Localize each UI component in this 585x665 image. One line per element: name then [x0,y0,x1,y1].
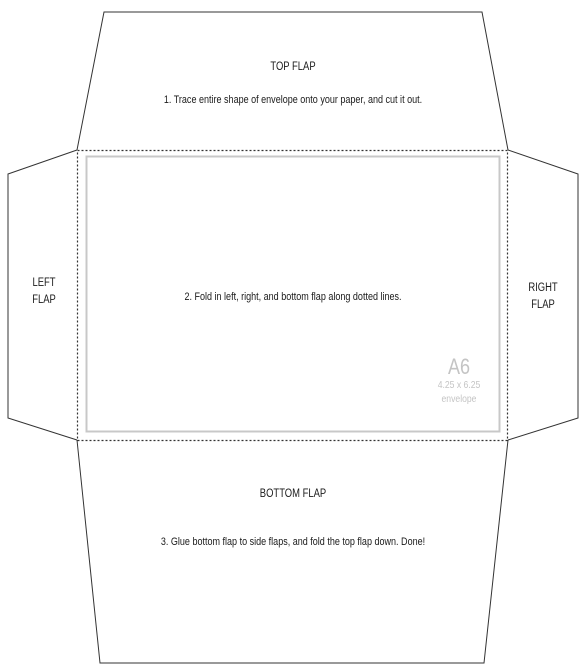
right-flap-label-line1: RIGHT [528,282,558,294]
bottom-flap-outline [77,440,508,663]
envelope-size-kind: envelope [441,393,477,405]
left-flap-label [28,275,61,309]
center-instruction: 2. Fold in left, right, and bottom flap along dotted lines. [184,291,402,303]
right-flap-label-line2: FLAP [531,299,555,311]
right-flap-label [525,280,561,314]
left-flap-label-line2: FLAP [32,294,56,306]
envelope-size-name: A6 [447,354,471,379]
top-flap-title: TOP FLAP [270,61,316,73]
top-flap-outline [77,12,508,150]
left-flap-label-line1: LEFT [32,277,56,289]
top-flap-instruction: 1. Trace entire shape of envelope onto your paper, and cut it out. [163,94,423,106]
bottom-flap-title: BOTTOM FLAP [259,488,327,500]
envelope-size-dimensions: 4.25 x 6.25 [437,379,481,391]
bottom-flap-instruction: 3. Glue bottom flap to side flaps, and fold the top flap down. Done! [160,536,426,548]
envelope-size-info [419,356,499,406]
